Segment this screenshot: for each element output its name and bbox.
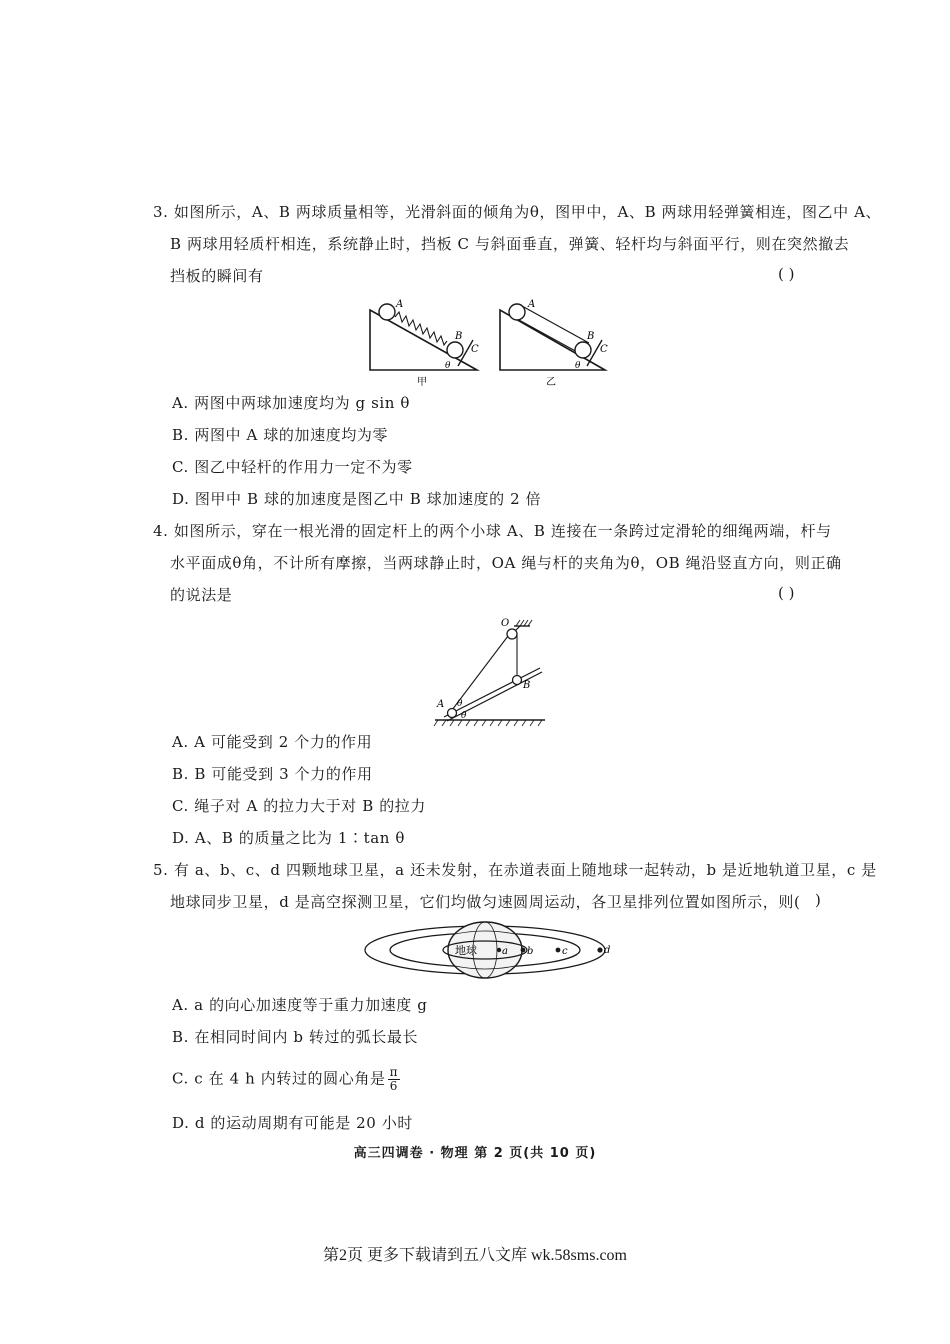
q3-option-b: B. 两图中 A 球的加速度均为零	[172, 426, 389, 444]
q4-option-a: A. A 可能受到 2 个力的作用	[172, 733, 373, 751]
q4-label-b: B	[523, 680, 531, 691]
q3-option-c: C. 图乙中轻杆的作用力一定不为零	[172, 458, 413, 476]
q3-label-a-jia: A	[396, 299, 404, 310]
q4-answer-paren: ( )	[778, 584, 795, 602]
q3-label-a-yi: A	[528, 299, 536, 310]
q3-ball-b-jia	[447, 342, 463, 358]
q4-stem-line3: 的说法是	[170, 586, 233, 604]
q3-stem-line2: B 两球用轻质杆相连，系统静止时，挡板 C 与斜面垂直，弹簧、轻杆均与斜面平行，则在突然撤去	[170, 235, 850, 253]
q5-fraction-denominator: 6	[389, 1079, 398, 1093]
q5-option-c-text: C. c 在 4 h 内转过的圆心角是	[172, 1069, 386, 1088]
q5-option-c-fraction	[388, 1066, 401, 1093]
q5-option-c	[172, 1066, 400, 1093]
q3-answer-paren: ( )	[778, 265, 795, 283]
q3-rod-top	[522, 306, 589, 343]
q4-ceiling-hatch	[516, 620, 532, 626]
q4-stem-line1: 4. 如图所示，穿在一根光滑的固定杆上的两个小球 A、B 连接在一条跨过定滑轮的细绳两端，杆与	[153, 522, 832, 540]
q3-label-c-jia: C	[471, 344, 479, 355]
q5-label-d: d	[604, 945, 611, 956]
q5-label-b: b	[527, 946, 534, 957]
q5-option-b: B. 在相同时间内 b 转过的弧长最长	[172, 1028, 419, 1046]
q3-rod-bottom	[519, 320, 579, 353]
q5-stem-line2: 地球同步卫星，d 是高空探测卫星，它们均做匀速圆周运动，各卫星排列位置如图所示，则(	[170, 893, 801, 911]
q4-label-theta-bottom: θ	[461, 711, 467, 721]
q5-sat-a	[497, 948, 501, 952]
q3-ball-b-yi	[575, 342, 591, 358]
q4-option-b: B. B 可能受到 3 个力的作用	[172, 765, 373, 783]
q4-rod-top	[444, 668, 540, 717]
q3-ball-a-jia	[379, 304, 395, 320]
q3-label-theta-jia: θ	[445, 361, 451, 371]
q4-label-o: O	[501, 618, 510, 629]
q5-stem-line1: 5. 有 a、b、c、d 四颗地球卫星，a 还未发射，在赤道表面上随地球一起转动，b 是近地轨道卫星，c 是	[153, 861, 877, 879]
q5-sat-d	[597, 947, 602, 952]
q3-stem-line3: 挡板的瞬间有	[170, 267, 264, 285]
q5-sat-b	[521, 948, 526, 953]
q4-label-theta-top: θ	[457, 699, 463, 709]
q3-option-a: A. 两图中两球加速度均为 g sin θ	[172, 394, 411, 412]
q3-option-d: D. 图甲中 B 球的加速度是图乙中 B 球加速度的 2 倍	[172, 490, 542, 508]
q3-stem-line1: 3. 如图所示，A、B 两球质量相等，光滑斜面的倾角为θ，图甲中，A、B 两球用轻弹簧相连，图乙中 A、	[153, 203, 882, 221]
q3-label-theta-yi: θ	[575, 361, 581, 371]
q4-option-c: C. 绳子对 A 的拉力大于对 B 的拉力	[172, 797, 427, 815]
q3-figure	[365, 295, 615, 390]
q5-option-a: A. a 的向心加速度等于重力加速度 g	[172, 996, 428, 1014]
q5-fraction-numerator: π	[389, 1065, 399, 1079]
q4-ball-a	[448, 709, 457, 718]
q5-label-c: c	[562, 946, 568, 957]
q3-label-b-jia: B	[455, 331, 463, 342]
q5-figure	[360, 920, 620, 980]
q5-sat-c	[556, 948, 561, 953]
q4-figure	[430, 612, 550, 732]
q4-pulley	[507, 629, 517, 639]
q4-option-d: D. A、B 的质量之比为 1∶tan θ	[172, 829, 405, 847]
q3-label-yi: 乙	[546, 377, 556, 388]
q5-label-earth: 地球	[455, 944, 477, 957]
q5-answer-paren: )	[815, 891, 821, 909]
q4-ball-b	[513, 676, 522, 685]
page-footer-site: 第2页 更多下载请到五八文库 wk.58sms.com	[322, 1247, 627, 1264]
q3-label-b-yi: B	[587, 331, 595, 342]
page-footer-exam: 高三四调卷 · 物理 第 2 页(共 10 页)	[353, 1146, 597, 1161]
q5-option-d: D. d 的运动周期有可能是 20 小时	[172, 1114, 414, 1132]
q4-label-a: A	[437, 699, 445, 710]
q4-ground-hatch	[434, 720, 542, 726]
q3-label-c-yi: C	[600, 344, 608, 355]
q3-label-jia: 甲	[417, 377, 427, 388]
q4-stem-line2: 水平面成θ角，不计所有摩擦，当两球静止时，OA 绳与杆的夹角为θ，OB 绳沿竖直方向，则正确	[170, 554, 842, 572]
q5-label-a: a	[502, 946, 508, 957]
